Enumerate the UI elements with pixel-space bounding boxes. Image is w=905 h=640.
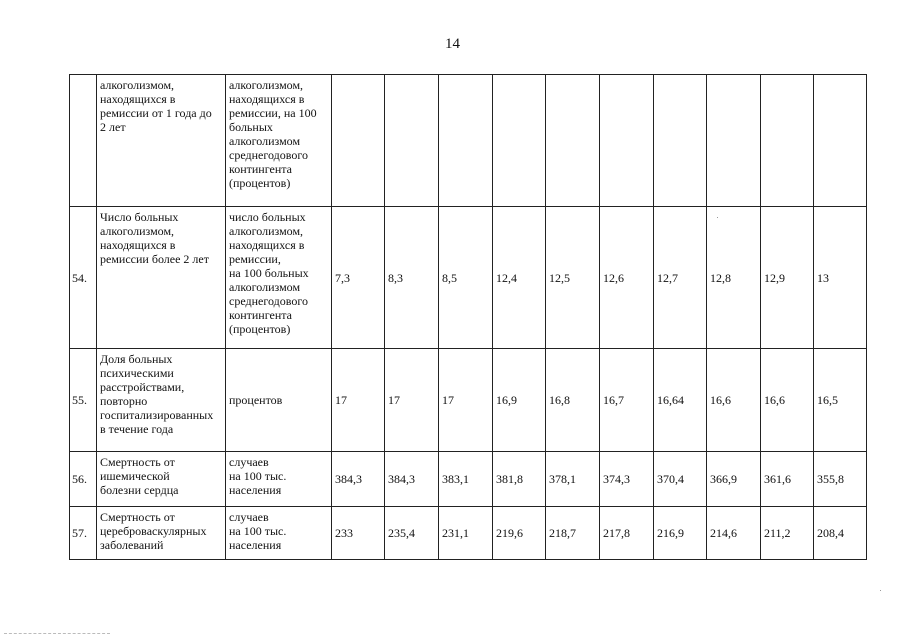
- value-cell: 235,4: [385, 507, 439, 560]
- value-cell: [439, 75, 493, 207]
- value-cell: 217,8: [600, 507, 654, 560]
- value-cell: 219,6: [493, 507, 546, 560]
- unit-text: число больных алкоголизмом, находящихся в ремиссии, на 100 больных алкоголизмом среднегодового контингента (процентов): [229, 210, 309, 336]
- unit-cell: [226, 507, 332, 560]
- value-cell: [814, 75, 867, 207]
- value-cell: 17: [332, 349, 385, 452]
- value-cell: 8,5: [439, 207, 493, 349]
- indicator-text: Число больных алкоголизмом, находящихся в ремиссии более 2 лет: [100, 210, 209, 266]
- value-cell: 16,7: [600, 349, 654, 452]
- value-cell: 7,3: [332, 207, 385, 349]
- value-cell: 214,6: [707, 507, 761, 560]
- indicator-text: Доля больных психическими расстройствами, повторно госпитализированных в течение года: [100, 352, 214, 436]
- value-cell: 13: [814, 207, 867, 349]
- table-row: [70, 207, 867, 349]
- value-cell: [493, 75, 546, 207]
- value-cell: 12,6: [600, 207, 654, 349]
- value-cell: 12,4: [493, 207, 546, 349]
- unit-cell: [226, 452, 332, 507]
- table-row: [70, 349, 867, 452]
- value-cell: 381,8: [493, 452, 546, 507]
- value-cell: 16,5: [814, 349, 867, 452]
- value-cell: 370,4: [654, 452, 707, 507]
- unit-text: случаев на 100 тыс. населения: [229, 510, 287, 552]
- value-cell: 233: [332, 507, 385, 560]
- unit-cell: [226, 349, 332, 452]
- value-cell: [546, 75, 600, 207]
- indicator-text: Смертность от цереброваскулярных заболеваний: [100, 510, 207, 552]
- value-cell: 16,6: [707, 349, 761, 452]
- unit-text: алкоголизмом, находящихся в ремиссии, на 100 больных алкоголизмом среднегодового контингента (процентов): [229, 78, 317, 190]
- value-cell: 16,9: [493, 349, 546, 452]
- value-cell: 208,4: [814, 507, 867, 560]
- value-cell: [600, 75, 654, 207]
- table-row: [70, 75, 867, 207]
- indicator-cell: [97, 75, 226, 207]
- value-cell: 216,9: [654, 507, 707, 560]
- value-cell: 16,6: [761, 349, 814, 452]
- value-cell: [332, 75, 385, 207]
- unit-cell: [226, 207, 332, 349]
- scan-artifact-line: [4, 633, 110, 635]
- unit-text: процентов: [229, 393, 283, 407]
- value-cell: 383,1: [439, 452, 493, 507]
- indicators-table: [69, 74, 867, 560]
- row-number: 57.: [70, 507, 97, 560]
- value-cell: [654, 75, 707, 207]
- value-cell: [385, 75, 439, 207]
- value-cell: [761, 75, 814, 207]
- table-row: [70, 507, 867, 560]
- value-cell: 12,8: [707, 207, 761, 349]
- scan-speck: [880, 590, 881, 591]
- value-cell: 17: [385, 349, 439, 452]
- value-cell: 231,1: [439, 507, 493, 560]
- value-cell: 17: [439, 349, 493, 452]
- value-cell: 211,2: [761, 507, 814, 560]
- value-cell: 218,7: [546, 507, 600, 560]
- table-row: [70, 452, 867, 507]
- value-cell: 16,8: [546, 349, 600, 452]
- value-cell: 12,9: [761, 207, 814, 349]
- value-cell: 355,8: [814, 452, 867, 507]
- row-number: [70, 75, 97, 207]
- value-cell: 384,3: [332, 452, 385, 507]
- row-number: 54.: [70, 207, 97, 349]
- value-cell: 12,5: [546, 207, 600, 349]
- value-cell: 378,1: [546, 452, 600, 507]
- value-cell: 16,64: [654, 349, 707, 452]
- scan-speck: [717, 217, 718, 218]
- indicator-text: алкоголизмом, находящихся в ремиссии от 1 года до 2 лет: [100, 78, 212, 134]
- page-number: 14: [445, 36, 460, 52]
- value-cell: 361,6: [761, 452, 814, 507]
- value-cell: 12,7: [654, 207, 707, 349]
- value-cell: 384,3: [385, 452, 439, 507]
- row-number: 55.: [70, 349, 97, 452]
- indicator-cell: [97, 207, 226, 349]
- value-cell: 374,3: [600, 452, 654, 507]
- indicator-cell: [97, 349, 226, 452]
- unit-text: случаев на 100 тыс. населения: [229, 455, 287, 497]
- indicator-cell: [97, 452, 226, 507]
- unit-cell: [226, 75, 332, 207]
- indicator-cell: [97, 507, 226, 560]
- value-cell: 8,3: [385, 207, 439, 349]
- row-number: 56.: [70, 452, 97, 507]
- value-cell: 366,9: [707, 452, 761, 507]
- indicator-text: Смертность от ишемической болезни сердца: [100, 455, 179, 497]
- value-cell: [707, 75, 761, 207]
